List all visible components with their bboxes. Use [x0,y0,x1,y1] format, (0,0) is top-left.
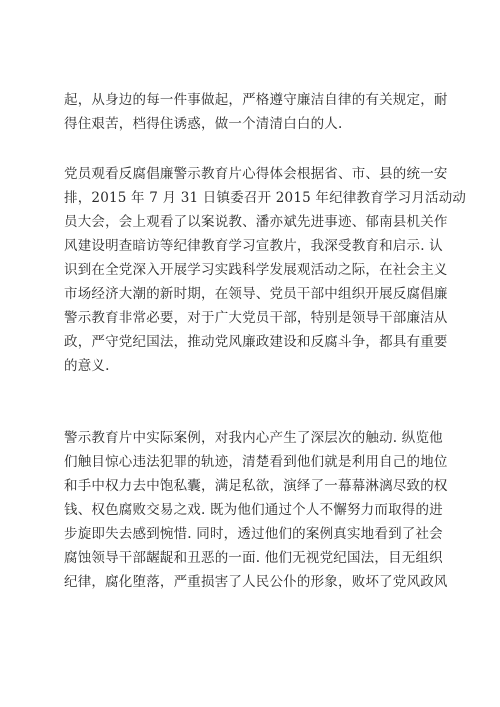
text-line: 的意义. [64,358,110,374]
paragraph-2 [64,162,467,378]
text-line: 政，严守党纪国法，推动党风廉政建设和反腐斗争，都具有重要 [64,334,448,350]
text-line: 纪律，腐化堕落，严重损害了人民公仆的形象，败坏了党风政风 [64,574,448,590]
paragraph-1 [64,88,448,136]
text-line: 党员观看反腐倡廉警示教育片心得体会根据省、市、县的统一安 [64,166,448,182]
text-line: 步旋即失去感到惋惜. 同时，透过他们的案例真实地看到了社会 [64,526,443,542]
text-line: 警示教育非常必要，对于广大党员干部，特别是领导干部廉洁从 [64,310,448,326]
text-line: 们触目惊心违法犯罪的轨迹，清楚看到他们就是利用自己的地位 [64,454,448,470]
text-line: 排，2015 年 7 月 31 日镇委召开 2015 年纪律教育学习月活动动 [64,190,467,206]
text-line: 警示教育片中实际案例，对我内心产生了深层次的触动. 纵览他 [64,430,443,446]
text-line: 和手中权力去中饱私囊，满足私欲，演绎了一幕幕淋漓尽致的权 [64,478,448,494]
text-line: 员大会，会上观看了以案说教、潘亦斌先进事迹、郁南县机关作 [64,214,448,230]
text-line: 起，从身边的每一件事做起，严格遵守廉洁自律的有关规定，耐 [64,92,448,108]
text-line: 得住艰苦，档得住诱惑，做一个清清白白的人. [64,116,343,132]
text-line: 识到在全党深入开展学习实践科学发展观活动之际，在社会主义 [64,262,448,278]
text-line: 市场经济大潮的新时期，在领导、党员干部中组织开展反腐倡廉 [64,286,448,302]
paragraph-3 [64,426,448,594]
text-line: 腐蚀领导干部龌龊和丑恶的一面. 他们无视党纪国法，目无组织 [64,550,443,566]
text-line: 风建设明查暗访等纪律教育学习宣教片，我深受教育和启示. 认 [64,238,443,254]
text-line: 钱、权色腐败交易之戏. 既为他们通过个人不懈努力而取得的进 [64,502,443,518]
